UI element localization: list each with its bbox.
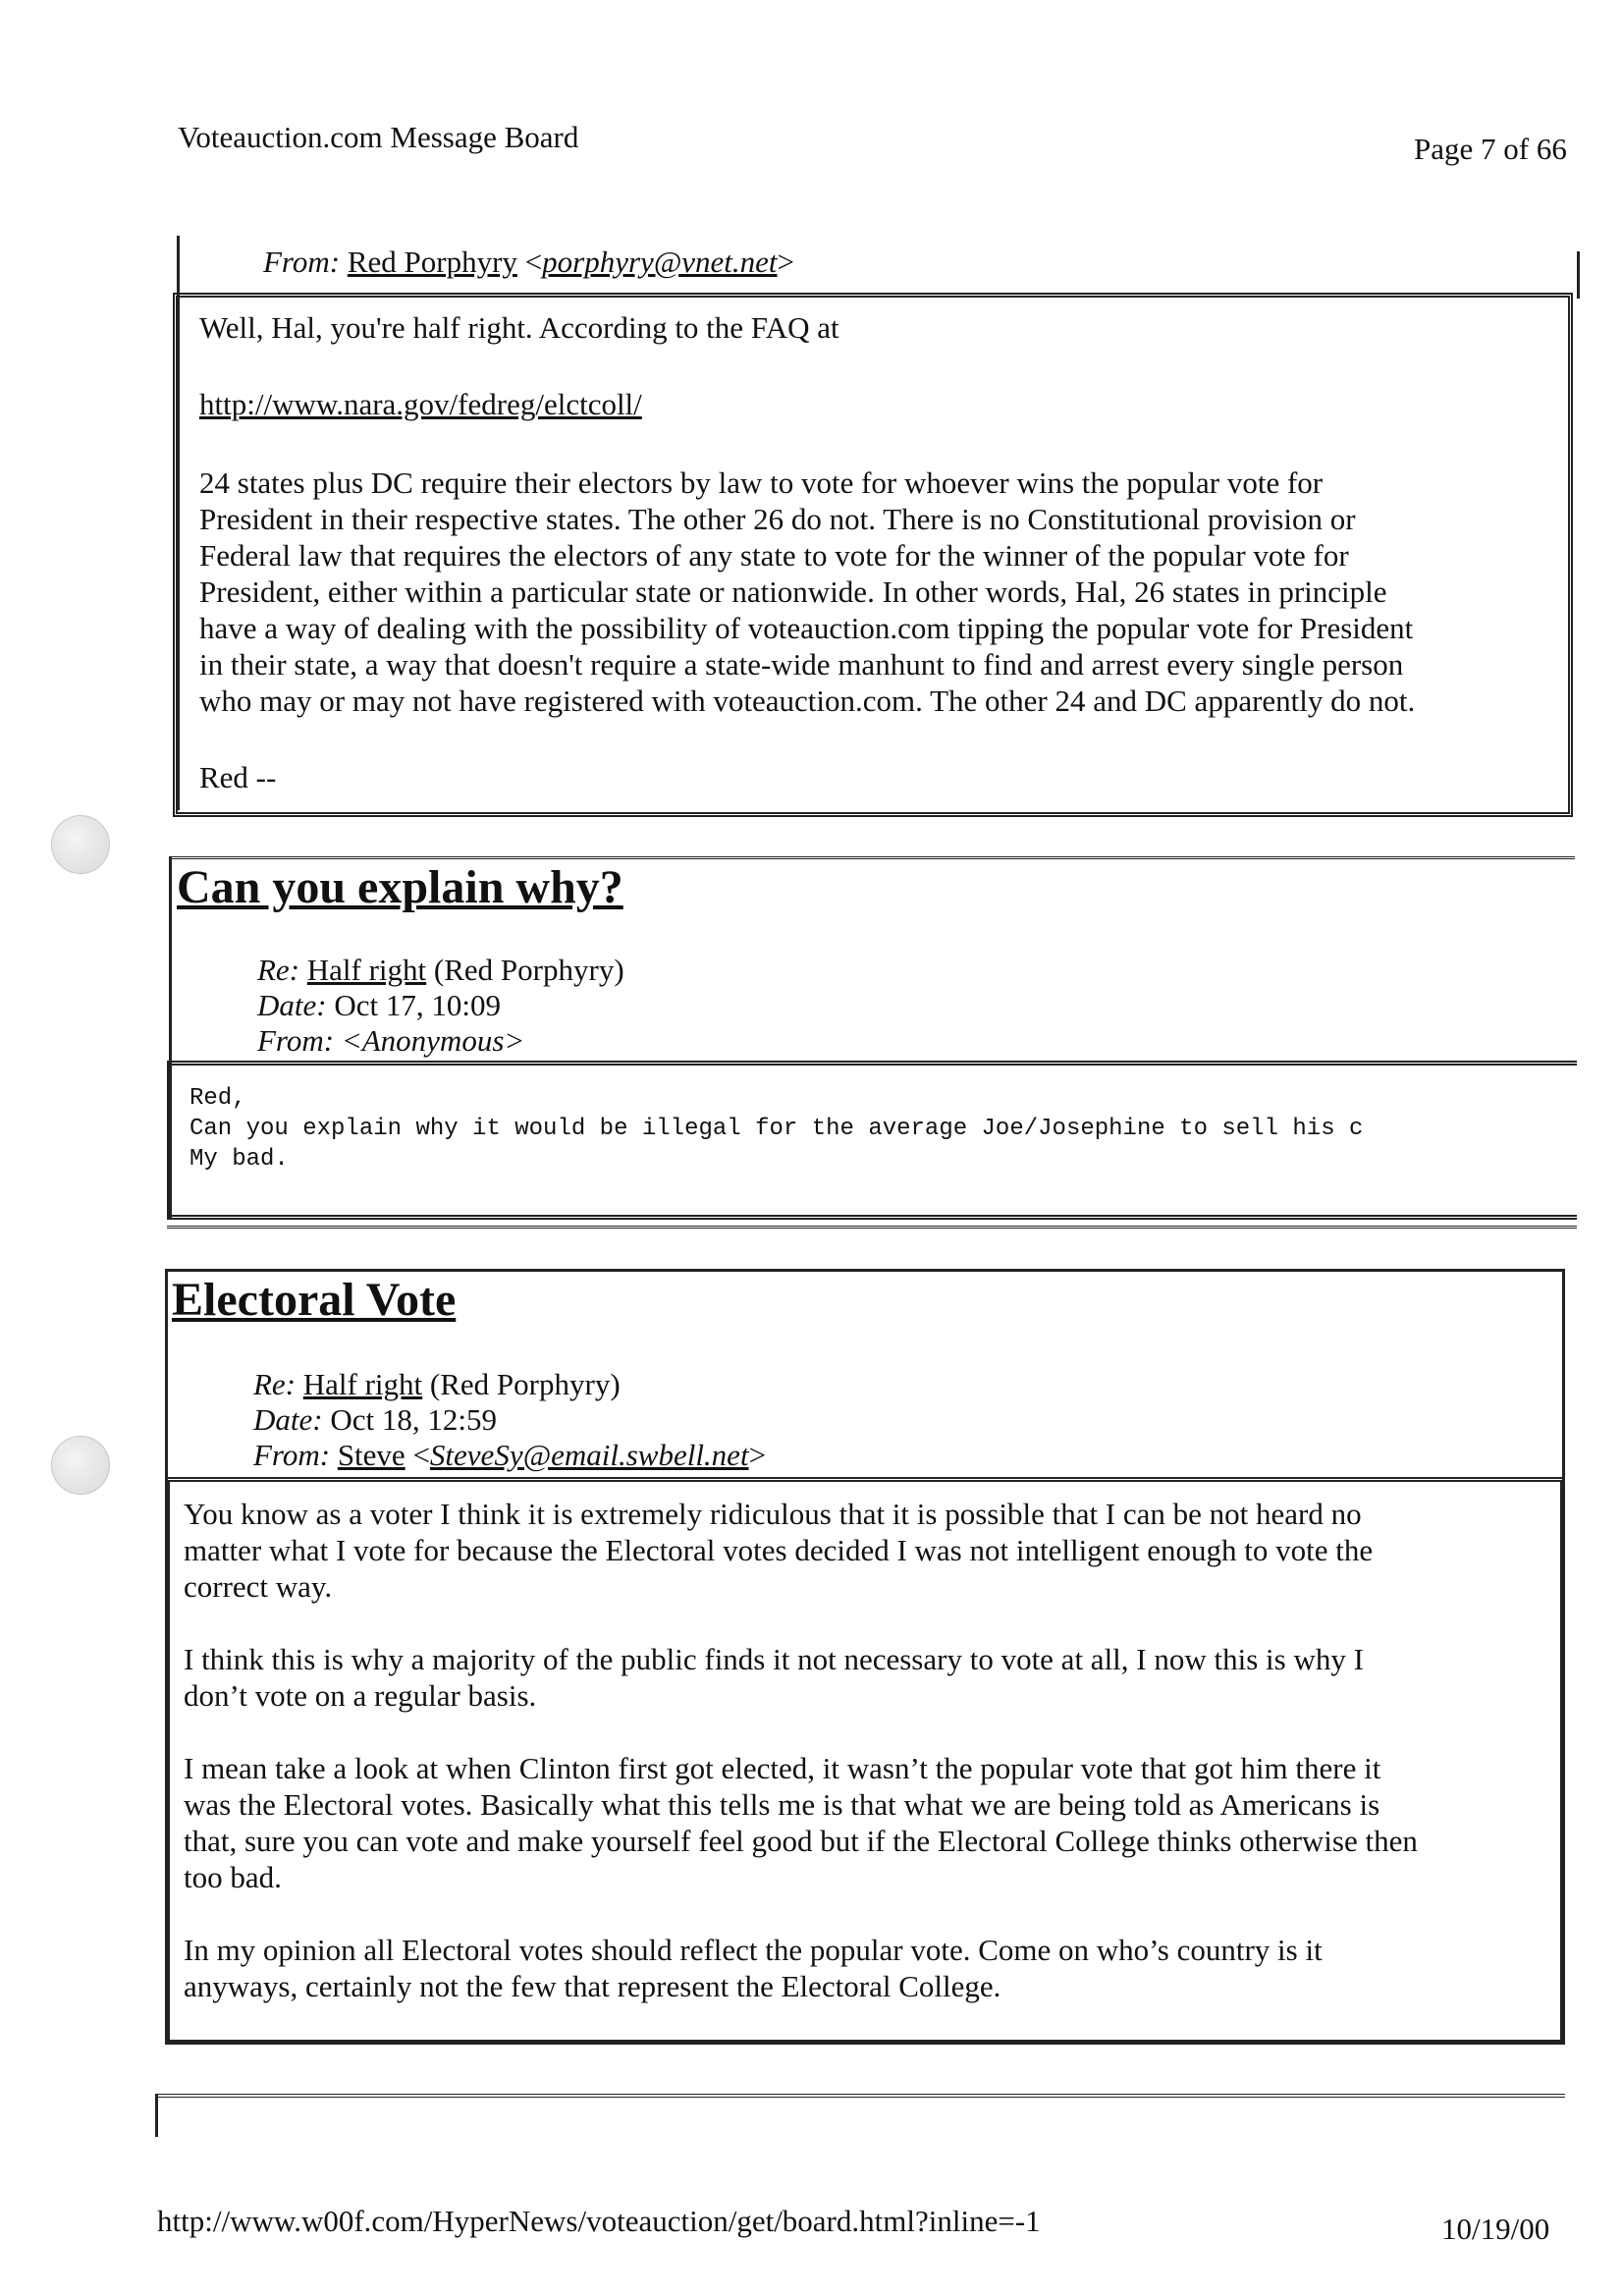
post1-body-box: [173, 293, 1573, 817]
post2-date: [257, 988, 501, 1023]
date-value: Oct 17, 10:09: [334, 988, 501, 1022]
text-line: I think this is why a majority of the public finds it not necessary to vote at all, I now this is why I: [184, 1642, 1364, 1676]
text-line: In my opinion all Electoral votes should reflect the popular vote. Come on who’s country is it: [184, 1933, 1323, 1967]
faq-link[interactable]: http://www.nara.gov/fedreg/elctcoll/: [199, 387, 642, 421]
post2-re: [257, 953, 624, 988]
next-post-rule: [155, 2094, 1565, 2098]
text-line: correct way.: [184, 1569, 333, 1604]
email-link[interactable]: porphyry@vnet.net: [542, 245, 778, 279]
paragraph: [184, 1641, 1554, 1714]
text-line: who may or may not have registered with voteauction.com. The other 24 and DC apparently do not.: [199, 683, 1416, 718]
post2-title[interactable]: Can you explain why?: [177, 861, 623, 913]
from-label: From:: [263, 245, 341, 279]
text-line: Federal law that requires the electors of any state to vote for the winner of the popular vote for: [199, 538, 1349, 573]
text-line: I mean take a look at when Clinton first got elected, it wasn’t the popular vote that got him there it: [184, 1751, 1381, 1785]
from-label: From:: [253, 1438, 331, 1472]
post2-from: [257, 1023, 524, 1059]
author-name: <Anonymous>: [341, 1023, 525, 1058]
post1-right-border: [1577, 251, 1580, 299]
text-line: don’t vote on a regular basis.: [184, 1678, 537, 1713]
footer-date: 10/19/00: [1441, 2212, 1550, 2246]
post2-bottom-rule: [167, 1226, 1577, 1229]
date-label: Date:: [257, 988, 327, 1022]
post3-date: [253, 1402, 497, 1438]
text-line: President, either within a particular state or nationwide. In other words, Hal, 26 states in principle: [199, 574, 1387, 609]
text-line: You know as a voter I think it is extremely ridiculous that it is possible that I can be not heard no: [184, 1497, 1362, 1531]
text-line: too bad.: [184, 1860, 282, 1894]
post3-from: From: Steve <SteveSy@email.swbell.net>: [253, 1438, 767, 1472]
post3-title[interactable]: Electoral Vote: [172, 1274, 457, 1326]
text-line: have a way of dealing with the possibility of voteauction.com tipping the popular vote for President: [199, 611, 1414, 645]
re-author: (Red Porphyry): [429, 1367, 621, 1401]
re-author: (Red Porphyry): [433, 953, 624, 987]
date-value: Oct 18, 12:59: [330, 1402, 497, 1437]
re-label: Re:: [257, 953, 300, 987]
text-line: in their state, a way that doesn't require a state-wide manhunt to find and arrest every single person: [199, 647, 1404, 682]
paragraph: [184, 1750, 1554, 1895]
re-link[interactable]: Half right: [302, 1367, 423, 1401]
re-label: Re:: [253, 1367, 297, 1401]
post1-intro: Well, Hal, you're half right. According to the FAQ at: [199, 310, 839, 345]
post3-body-box: [165, 1477, 1565, 2045]
post2-top-rule: [169, 856, 1575, 859]
punch-hole: [51, 1436, 110, 1495]
page-number: Page 7 of 66: [1414, 132, 1567, 166]
text-line: President in their respective states. The other 26 do not. There is no Constitutional provision or: [199, 502, 1356, 536]
date-label: Date:: [253, 1402, 323, 1437]
site-title: Voteauction.com Message Board: [178, 120, 579, 154]
footer-url: http://www.w00f.com/HyperNews/voteauction/get/board.html?inline=-1: [157, 2204, 1041, 2238]
next-post-left-border: [155, 2094, 158, 2137]
text-line: My bad.: [189, 1146, 289, 1173]
email-link[interactable]: SteveSy@email.swbell.net: [429, 1438, 749, 1472]
post1-paragraph: [199, 465, 1415, 719]
text-line: 24 states plus DC require their electors by law to vote for whoever wins the popular vote for: [199, 465, 1324, 500]
paragraph: [184, 1496, 1554, 1605]
paragraph: [184, 1932, 1554, 2004]
post1-from: From: Red Porphyry <porphyry@vnet.net>: [263, 245, 795, 279]
text-line: matter what I vote for because the Electoral votes decided I was not intelligent enough to vote the: [184, 1533, 1374, 1567]
text-line: Can you explain why it would be illegal for the average Joe/Josephine to sell his c: [189, 1116, 1364, 1142]
author-link[interactable]: Steve: [337, 1438, 406, 1472]
post3-re: [253, 1367, 621, 1402]
text-line: was the Electoral votes. Basically what this tells me is that what we are being told as Americans is: [184, 1787, 1380, 1822]
text-line: Red,: [189, 1085, 246, 1112]
post2-body-box: [167, 1061, 1577, 1220]
author-link[interactable]: Red Porphyry: [347, 245, 517, 279]
text-line: that, sure you can vote and make yourself feel good but if the Electoral College thinks otherwise then: [184, 1824, 1418, 1858]
text-line: anyways, certainly not the few that represent the Electoral College.: [184, 1969, 1001, 2003]
punch-hole: [51, 815, 110, 874]
post3-body: [184, 1496, 1554, 2004]
from-label: From:: [257, 1023, 335, 1058]
post1-signature: Red --: [199, 760, 277, 794]
post2-body: [189, 1083, 1574, 1175]
re-link[interactable]: Half right: [306, 953, 427, 987]
